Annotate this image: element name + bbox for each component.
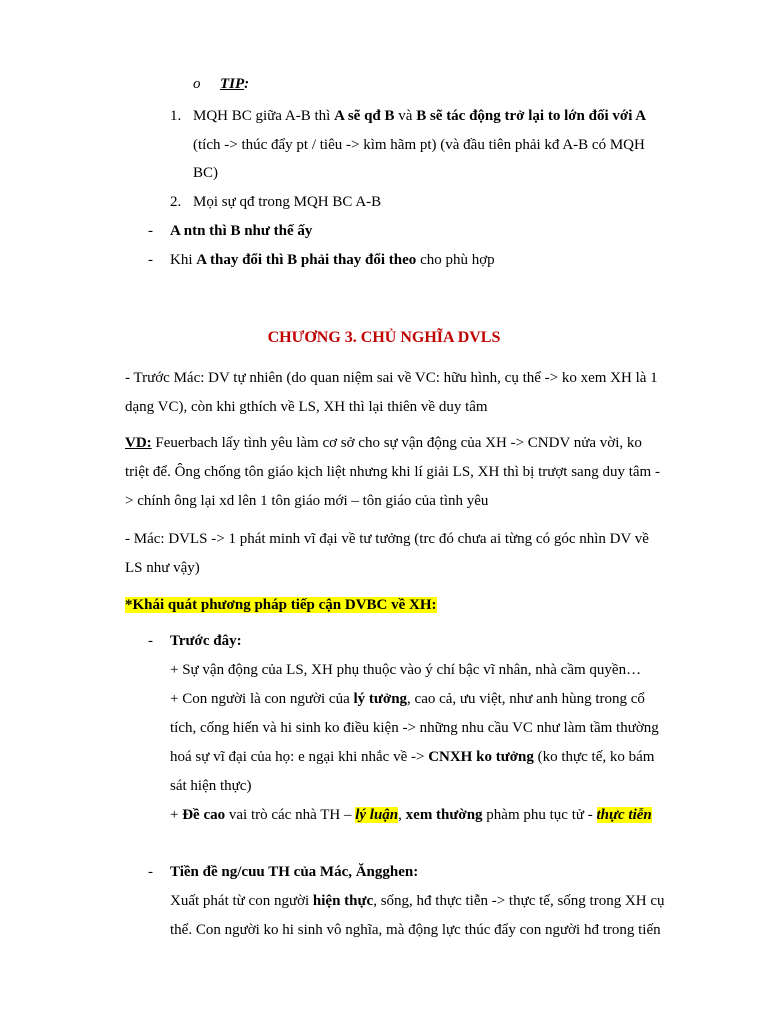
- highlighted-heading: *Khái quát phương pháp tiếp cận DVBC về XH:: [125, 597, 437, 613]
- text-run: (ko thực tế, ko bám: [533, 749, 655, 765]
- paragraph-3-line-2: LS như vậy): [125, 560, 200, 576]
- list-item-2: Mọi sự qđ trong MQH BC A-B: [193, 194, 382, 210]
- before-line-1: + Sự vận động của LS, XH phụ thuộc vào ý chí bậc vĩ nhân, nhà cầm quyền…: [170, 662, 642, 678]
- text-run: , cao cả, ưu việt, như anh hùng trong cổ: [407, 691, 645, 707]
- text-run: Xuất phát từ con người: [170, 893, 313, 909]
- list-item-1-line-3: BC): [193, 165, 219, 181]
- before-line-4: [170, 747, 654, 767]
- bold-run: hiện thực: [312, 893, 374, 909]
- paragraph-2-line-1: [125, 433, 642, 453]
- premise-title: Tiền đề ng/cuu TH của Mác, Ăngghen:: [170, 864, 419, 880]
- text-run: phàm phu tục tử -: [482, 807, 597, 823]
- dash-bullet: -: [148, 223, 153, 239]
- premise-line-1: [170, 891, 665, 911]
- text-run: +: [170, 807, 183, 823]
- bold-run: B sẽ tác động trở lại to lớn đối với A: [416, 108, 647, 124]
- before-line-5: sát hiện thực): [170, 778, 252, 794]
- text-run: + Con người là con người của: [170, 691, 354, 707]
- text-run: cho phù hợp: [416, 252, 495, 268]
- list-item-1-line-1: [193, 106, 646, 126]
- section-heading: [125, 595, 437, 615]
- dash-bullet: -: [148, 864, 153, 880]
- text-run: và: [394, 108, 417, 124]
- before-line-6: [170, 805, 652, 825]
- text-run: Feuerbach lấy tình yêu làm cơ sở cho sự vận động của XH -> CNDV nửa vời, ko: [151, 435, 642, 451]
- text-run: Khi: [170, 252, 197, 268]
- bold-run: A sẽ qđ B: [334, 108, 395, 124]
- paragraph-1-line-1: - Trước Mác: DV tự nhiên (do quan niệm sai về VC: hữu hình, cụ thể -> ko xem XH là 1: [125, 370, 658, 386]
- bold-run: lý tưởng: [353, 691, 408, 707]
- text-run: hoá sự vĩ đại của họ: e ngại khi nhắc về ->: [170, 749, 429, 765]
- dash-item-2: [170, 250, 495, 270]
- tip-label: TIP: [220, 76, 245, 92]
- paragraph-2-line-2: triệt để. Ông chống tôn giáo kịch liệt nhưng khi lí giải LS, XH thì bị trượt sang duy tâm -: [125, 464, 660, 480]
- dash-bullet: -: [148, 252, 153, 268]
- before-line-2: [170, 689, 645, 709]
- bold-run: Đề cao: [182, 807, 226, 823]
- highlighted-run: thực tiễn: [596, 807, 652, 823]
- tip-bullet: o: [193, 76, 201, 92]
- tip-line: [193, 74, 249, 94]
- text-run: , sống, hđ thực tiễn -> thực tế, sống trong XH cụ: [373, 893, 665, 909]
- tip-colon: :: [244, 76, 250, 92]
- list-number-2: 2.: [170, 194, 182, 210]
- text-run: ,: [398, 807, 406, 823]
- before-title: Trước đây:: [170, 633, 242, 649]
- dash-bullet: -: [148, 633, 153, 649]
- text-run: vai trò các nhà TH –: [225, 807, 356, 823]
- paragraph-3-line-1: - Mác: DVLS -> 1 phát minh vĩ đại về tư tưởng (trc đó chưa ai từng có góc nhìn DV về: [125, 531, 649, 547]
- example-label: VD:: [125, 435, 152, 451]
- bold-run: CNXH ko tưởng: [428, 749, 534, 765]
- bold-run: xem thường: [405, 807, 483, 823]
- paragraph-1-line-2: dạng VC), còn khi gthích về LS, XH thì lại thiên về duy tâm: [125, 399, 488, 415]
- chapter-title: CHƯƠNG 3. CHỦ NGHĨA DVLS: [267, 329, 501, 346]
- highlighted-run: lý luận: [355, 807, 399, 823]
- list-number-1: 1.: [170, 108, 182, 124]
- premise-line-2: thể. Con người ko hi sinh vô nghĩa, mà động lực thúc đẩy con người hđ trong tiến: [170, 922, 661, 938]
- list-item-1-line-2: (tích -> thúc đẩy pt / tiêu -> kìm hãm pt) (và đầu tiên phải kđ A-B có MQH: [193, 137, 645, 153]
- text-run: MQH BC giữa A-B thì: [193, 108, 335, 124]
- bold-run: A thay đổi thì B phải thay đổi theo: [196, 252, 417, 268]
- paragraph-2-line-3: > chính ông lại xd lên 1 tôn giáo mới – tôn giáo của tình yêu: [125, 493, 489, 509]
- dash-item-1: A ntn thì B như thế ấy: [170, 223, 313, 239]
- before-line-3: tích, cống hiến và hi sinh ko điều kiện -> những nhu cầu VC như làm tầm thường: [170, 720, 659, 736]
